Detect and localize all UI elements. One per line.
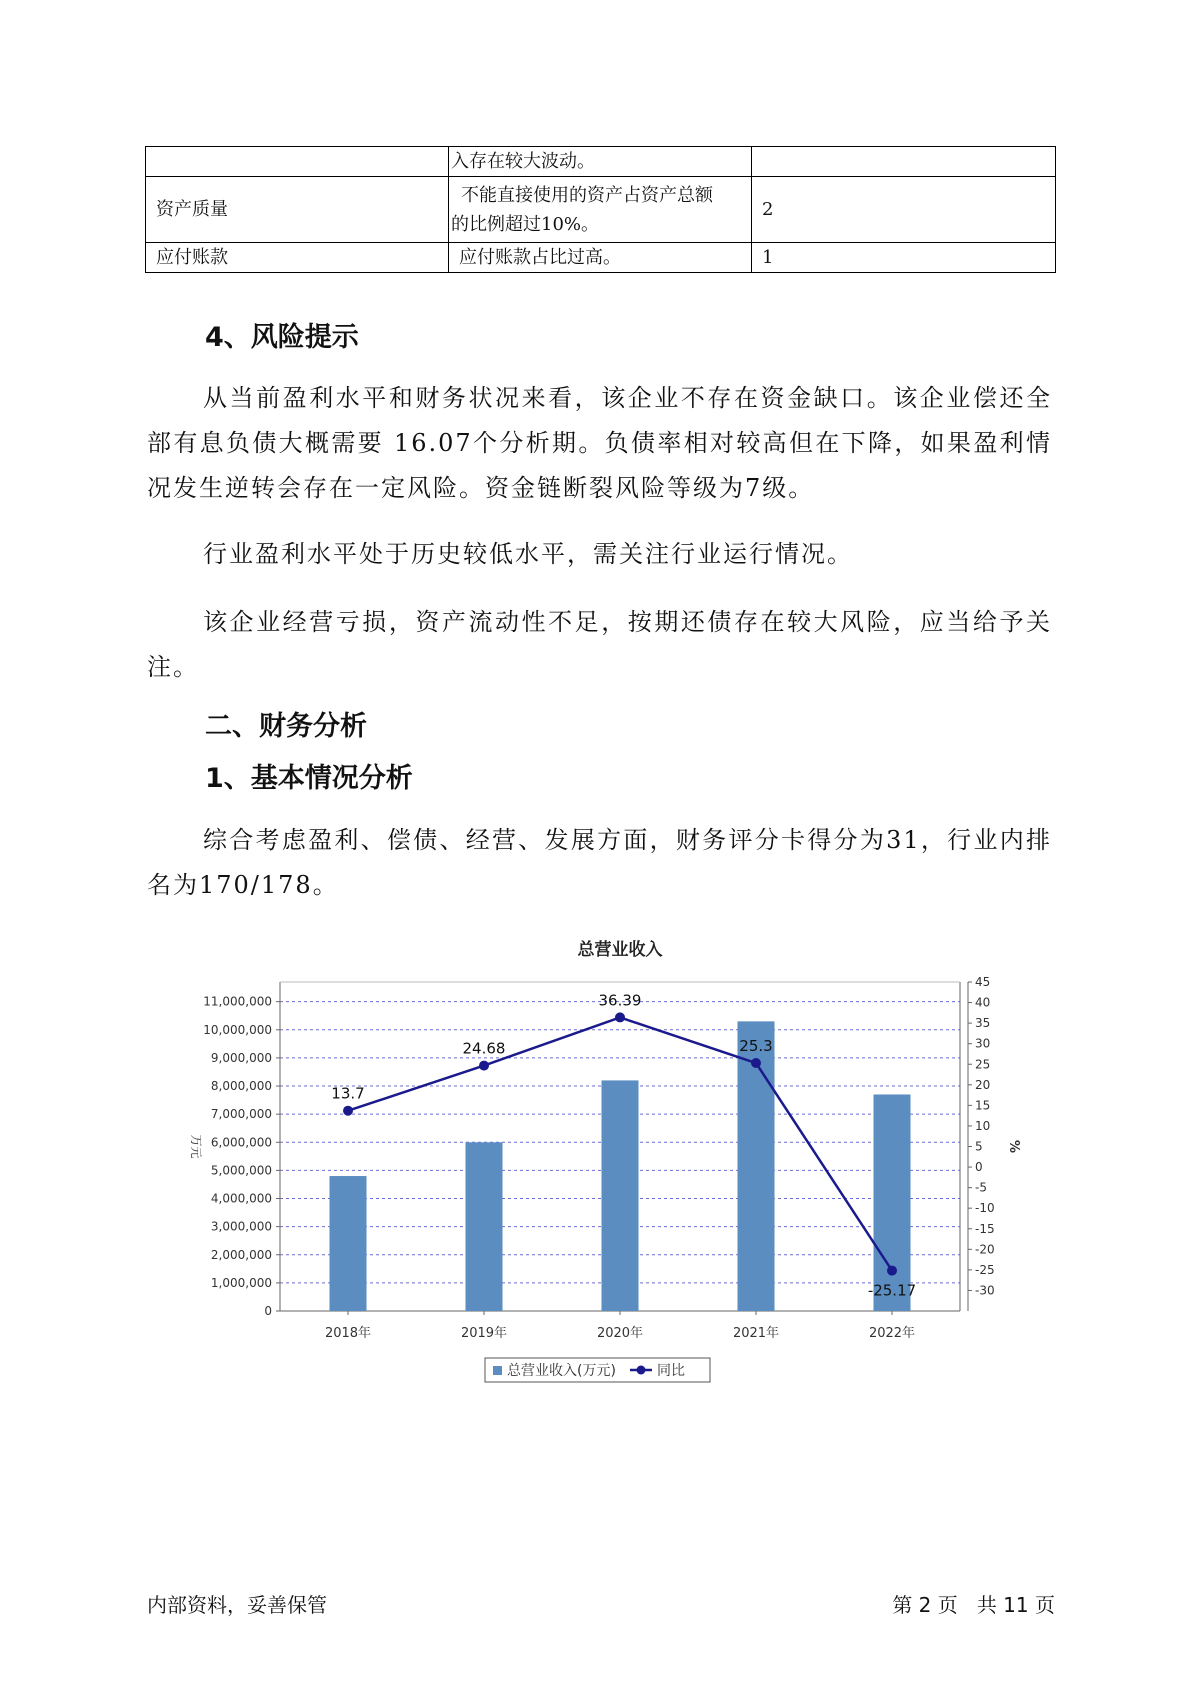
yoy-point — [615, 1012, 625, 1022]
yoy-data-label: 24.68 — [462, 1039, 506, 1058]
x-tick-label: 2021年 — [732, 1326, 780, 1341]
score-paragraph: 综合考虑盈利、偿债、经营、发展方面，财务评分卡得分为31，行业内排名为170/178。 — [147, 826, 1052, 899]
revenue-bar — [874, 1094, 911, 1311]
yoy-data-label: -25.17 — [867, 1281, 917, 1300]
description-line: 不能直接使用的资产占资产总额 — [461, 184, 713, 206]
y-right-tick-label: 40 — [975, 995, 991, 1010]
x-tick-label: 2018年 — [324, 1326, 372, 1341]
revenue-bar — [330, 1176, 367, 1311]
y-tick-label: 2,000,000 — [210, 1247, 272, 1262]
y-right-tick-label: 5 — [975, 1139, 983, 1154]
yoy-point — [751, 1058, 761, 1068]
y-tick-label: 8,000,000 — [210, 1079, 272, 1094]
y-tick-label: 0 — [264, 1304, 272, 1318]
finance-heading: 二、财务分析 — [205, 711, 367, 742]
y-tick-label: 4,000,000 — [210, 1191, 272, 1206]
y-right-tick-label: 0 — [975, 1160, 983, 1175]
y-right-tick-label: 30 — [975, 1036, 991, 1051]
legend-label-revenue: 总营业收入(万元) — [507, 1363, 616, 1379]
table-cell-description: 应付账款占比过高。 — [449, 243, 752, 273]
y-axis-title: 万元 — [189, 1134, 203, 1159]
y-right-tick-label: 20 — [975, 1077, 991, 1092]
y-tick-label: 3,000,000 — [210, 1219, 272, 1234]
yoy-data-label: 13.7 — [331, 1084, 365, 1103]
legend-label-yoy: 同比 — [657, 1363, 685, 1379]
revenue-bar — [466, 1142, 503, 1311]
y-right-tick-label: -25 — [975, 1262, 995, 1277]
basic-analysis-heading: 1、基本情况分析 — [205, 763, 413, 794]
table-cell-description — [449, 177, 752, 243]
footer-page-number: 第 2 页 共 11 页 — [892, 1593, 1055, 1617]
yoy-data-label: 25.3 — [739, 1037, 773, 1056]
table-cell-count: 2 — [752, 177, 1056, 243]
y-right-axis-title: % — [1006, 1139, 1021, 1154]
table-cell-count: 1 — [752, 243, 1056, 273]
y-right-tick-label: -30 — [975, 1283, 995, 1298]
y-right-tick-label: -20 — [975, 1242, 995, 1257]
risk-paragraph: 该企业经营亏损，资产流动性不足，按期还债存在较大风险，应当给予关注。 — [147, 608, 1052, 681]
x-tick-label: 2022年 — [868, 1326, 916, 1341]
y-tick-label: 1,000,000 — [210, 1275, 272, 1290]
y-tick-label: 10,000,000 — [203, 1022, 272, 1037]
table-cell-item — [146, 147, 449, 177]
yoy-point — [887, 1266, 897, 1276]
y-tick-label: 11,000,000 — [203, 994, 272, 1009]
table-cell-item: 应付账款 — [146, 243, 449, 273]
table-row — [146, 243, 1056, 273]
y-right-tick-label: 10 — [975, 1118, 991, 1133]
y-right-tick-label: 45 — [975, 975, 991, 989]
y-right-tick-label: -15 — [975, 1221, 995, 1236]
risk-table — [145, 146, 1056, 273]
x-tick-label: 2019年 — [460, 1326, 508, 1341]
revenue-chart — [180, 925, 1021, 1395]
risk-paragraph: 行业盈利水平处于历史较低水平，需关注行业运行情况。 — [203, 540, 853, 568]
table-row — [146, 177, 1056, 243]
yoy-point — [479, 1061, 489, 1071]
y-right-tick-label: 15 — [975, 1098, 991, 1113]
y-right-tick-label: -5 — [975, 1180, 987, 1195]
table-cell-item: 资产质量 — [146, 177, 449, 243]
revenue-bar — [602, 1080, 639, 1311]
table-row — [146, 147, 1056, 177]
chart-title: 总营业收入 — [577, 940, 663, 960]
y-tick-label: 5,000,000 — [210, 1163, 272, 1178]
yoy-data-label: 36.39 — [598, 991, 642, 1010]
description-line: 的比例超过10%。 — [451, 213, 600, 235]
risk-heading: 4、风险提示 — [205, 322, 359, 353]
footer-confidential: 内部资料，妥善保管 — [147, 1593, 327, 1617]
legend-swatch-bar — [493, 1366, 502, 1375]
y-right-tick-label: -10 — [975, 1201, 995, 1216]
y-tick-label: 7,000,000 — [210, 1107, 272, 1122]
x-tick-label: 2020年 — [596, 1326, 644, 1341]
y-tick-label: 6,000,000 — [210, 1135, 272, 1150]
y-tick-label: 9,000,000 — [210, 1050, 272, 1065]
y-right-tick-label: 35 — [975, 1016, 991, 1031]
y-right-tick-label: 25 — [975, 1057, 991, 1072]
legend-swatch-point — [637, 1366, 646, 1375]
risk-paragraph: 从当前盈利水平和财务状况来看，该企业不存在资金缺口。该企业偿还全部有息负债大概需要 16.07个分析期。负债率相对较高但在下降，如果盈利情况发生逆转会存在一定风险。资金链断裂风险等级为7级。 — [147, 384, 1052, 502]
table-cell-count — [752, 147, 1056, 177]
yoy-point — [343, 1106, 353, 1116]
table-cell-description: 入存在较大波动。 — [449, 147, 752, 177]
